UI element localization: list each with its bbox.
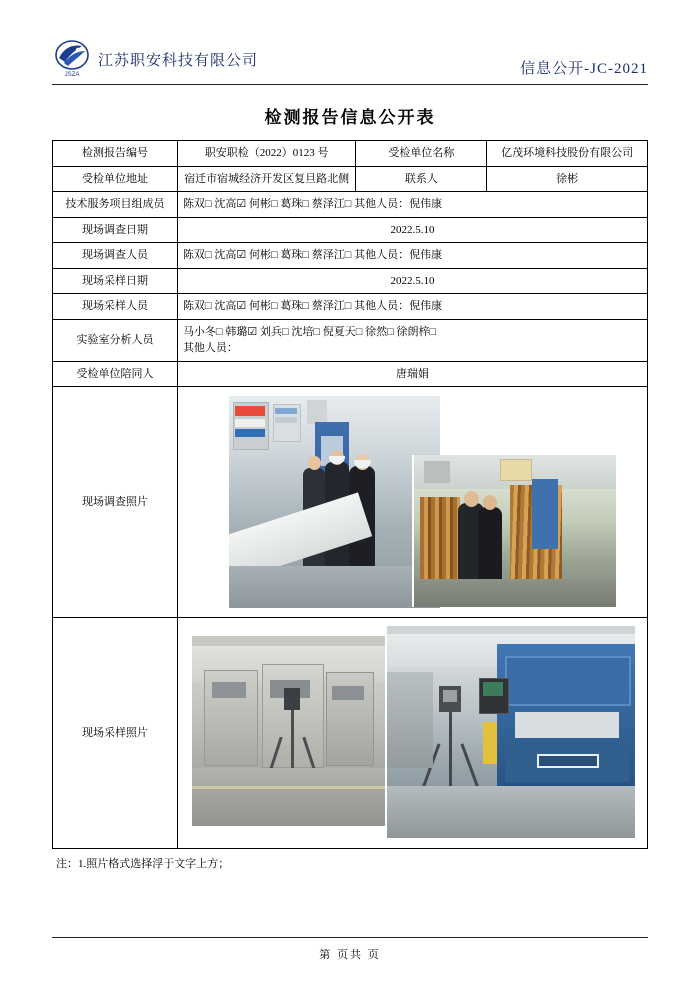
client-address-label: 受检单位地址 <box>53 166 178 192</box>
escort-value: 唐瑞娟 <box>177 361 647 387</box>
company-logo-icon <box>52 38 92 80</box>
table-row <box>53 166 648 192</box>
lab-staff-line-1: 马小冬□ 韩璐☑ 刘兵□ 沈培□ 倪夏天□ 徐然□ 徐朗梓□ <box>182 325 437 338</box>
page-header <box>52 28 648 85</box>
survey-photo-collage <box>183 391 642 613</box>
sampling-photo-1 <box>192 636 408 826</box>
document-code: 信息公开-JC-2021 <box>520 61 648 77</box>
lab-staff-line-2: 其他人员： <box>182 342 238 354</box>
survey-staff-value: 陈双□ 沈高☑ 何彬□ 葛珠□ 蔡泽江□ 其他人员：倪伟康 <box>177 243 647 269</box>
sampling-date-label: 现场采样日期 <box>53 268 178 294</box>
sampling-date-value: 2022.5.10 <box>177 268 647 294</box>
table-note: 注：1.照片格式选择浮于文字上方； <box>56 858 230 870</box>
sampling-photo-cell <box>177 618 647 849</box>
survey-date-label: 现场调查日期 <box>53 217 178 243</box>
page-footer: 第 页共 页 <box>52 937 648 962</box>
table-row <box>53 141 648 167</box>
team-members-label: 技术服务项目组成员 <box>53 192 178 218</box>
sampling-photo-2 <box>385 626 635 838</box>
survey-photo-label: 现场调查照片 <box>53 387 178 618</box>
survey-date-value: 2022.5.10 <box>177 217 647 243</box>
report-no-label: 检测报告编号 <box>53 141 178 167</box>
contact-value: 徐彬 <box>487 166 648 192</box>
report-info-table <box>52 140 648 849</box>
survey-photo-cell <box>177 387 647 618</box>
report-no-value: 职安职检（2022）0123 号 <box>177 141 356 167</box>
team-members-value: 陈双□ 沈高☑ 何彬□ 葛珠□ 蔡泽江□ 其他人员：倪伟康 <box>177 192 647 218</box>
lab-staff-label: 实验室分析人员 <box>53 319 178 361</box>
client-name-label: 受检单位名称 <box>356 141 487 167</box>
table-row <box>53 192 648 218</box>
table-row <box>53 319 648 361</box>
sampling-photo-label: 现场采样照片 <box>53 618 178 849</box>
survey-photo-2 <box>412 455 616 607</box>
header-left <box>52 38 258 80</box>
sampling-staff-label: 现场采样人员 <box>53 294 178 320</box>
table-row-survey-photos <box>53 387 648 618</box>
page-title: 检测报告信息公开表 <box>264 108 436 127</box>
table-row-sampling-photos <box>53 618 648 849</box>
table-row <box>53 361 648 387</box>
escort-label: 受检单位陪同人 <box>53 361 178 387</box>
client-address-value: 宿迁市宿城经济开发区复旦路北侧 <box>177 166 356 192</box>
client-name-value: 亿茂环境科技股份有限公司 <box>487 141 648 167</box>
table-row <box>53 217 648 243</box>
survey-staff-label: 现场调查人员 <box>53 243 178 269</box>
table-row <box>53 268 648 294</box>
contact-label: 联系人 <box>356 166 487 192</box>
svg-text:JSZA: JSZA <box>64 72 80 78</box>
lab-staff-value <box>177 319 647 361</box>
sampling-photo-collage <box>183 622 642 844</box>
sampling-staff-value: 陈双□ 沈高☑ 何彬□ 葛珠□ 蔡泽江□ 其他人员：倪伟康 <box>177 294 647 320</box>
table-row <box>53 243 648 269</box>
company-name: 江苏职安科技有限公司 <box>98 52 259 69</box>
survey-photo-1 <box>229 396 440 608</box>
table-row <box>53 294 648 320</box>
